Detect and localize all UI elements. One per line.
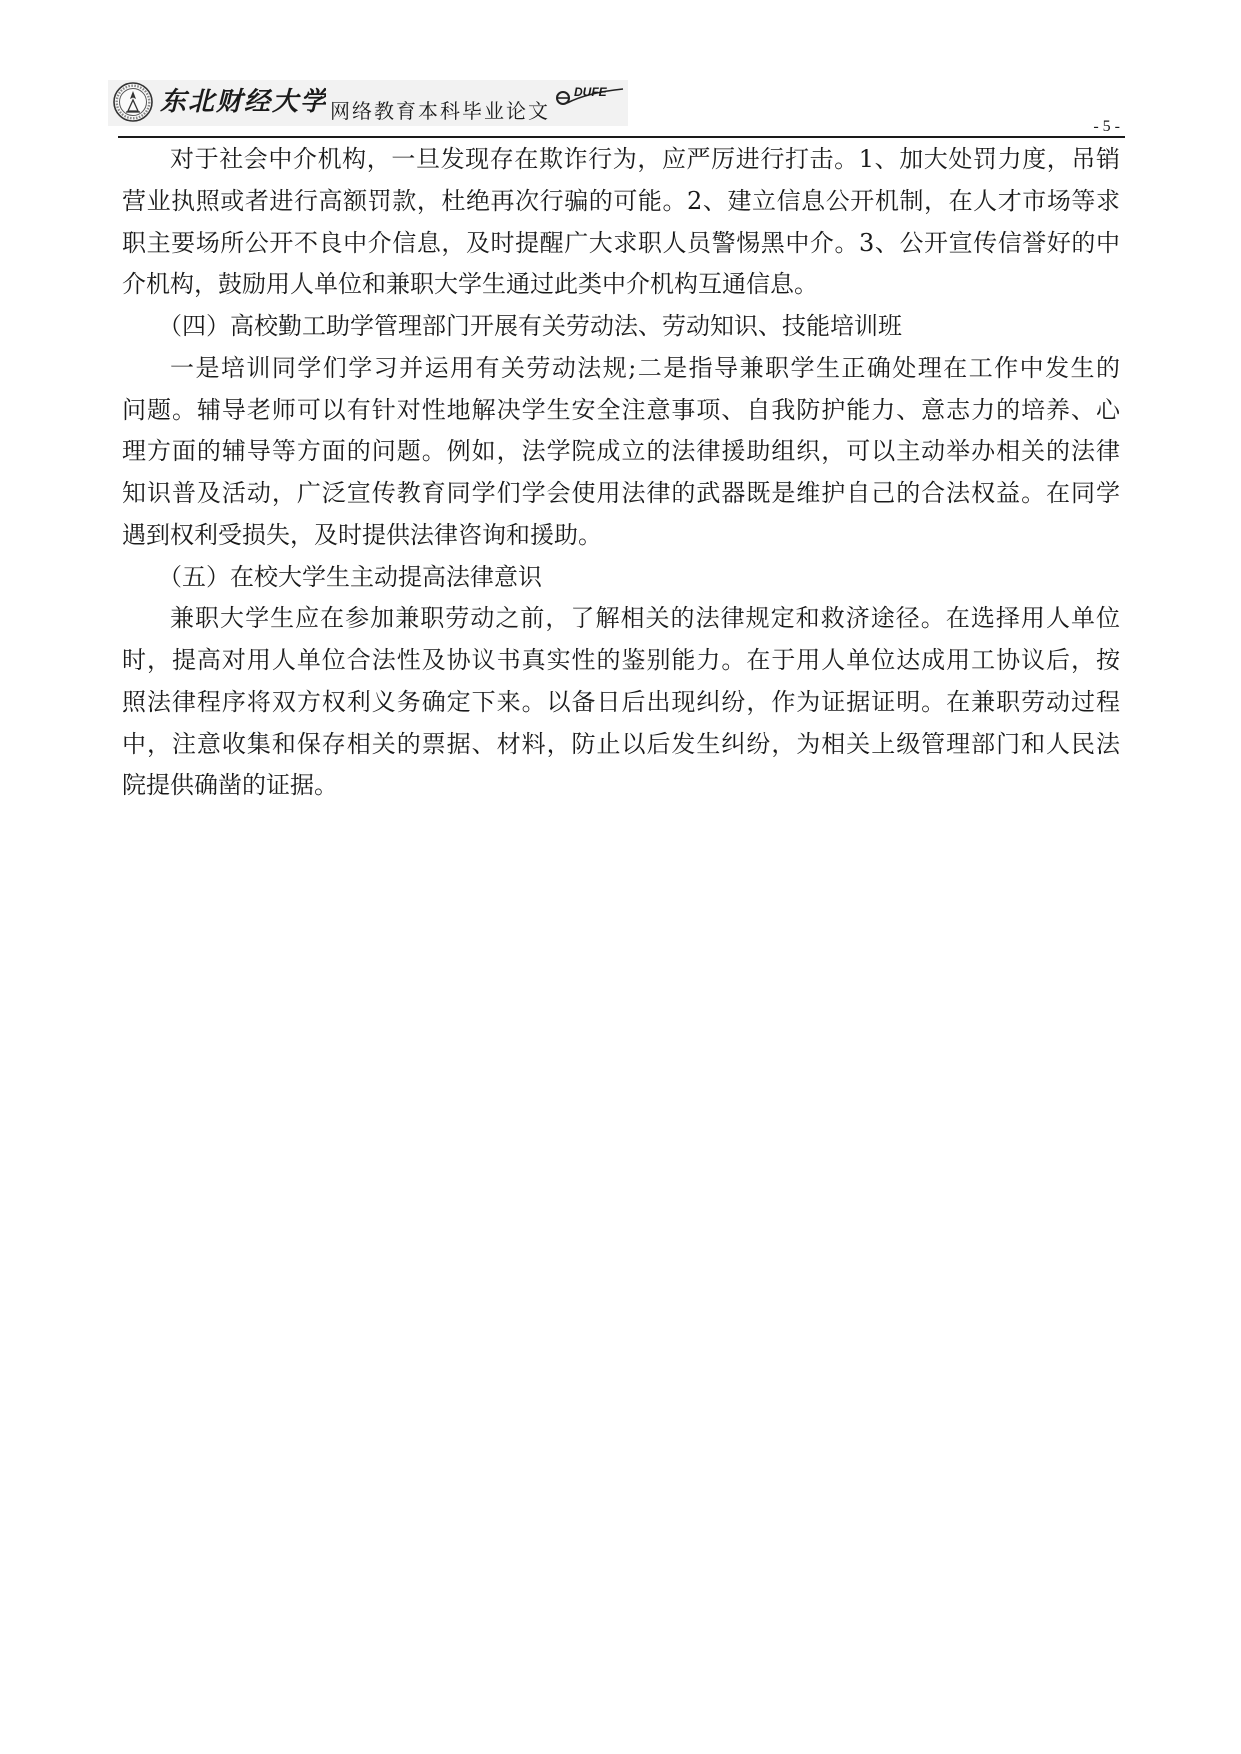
body-text-line: 介机构，鼓励用人单位和兼职大学生通过此类中介机构互通信息。 — [122, 270, 818, 299]
section-heading: （五）在校大学生主动提高法律意识 — [158, 562, 542, 591]
body-text-line: 院提供确凿的证据。 — [122, 771, 338, 800]
page-number: - 5 - — [1093, 118, 1120, 135]
paragraph — [122, 348, 1120, 557]
body-text-line: 一是培训同学们学习并运用有关劳动法规;二是指导兼职学生正确处理在工作中发生的 — [170, 353, 1120, 382]
body-text-line: 知识普及活动，广泛宣传教育同学们学会使用法律的武器既是维护自己的合法权益。在同学 — [122, 479, 1120, 507]
body-text-line: 对于社会中介机构，一旦发现存在欺诈行为，应严厉进行打击。1、加大处罚力度，吊销 — [170, 145, 1120, 173]
body-text-line: 理方面的辅导等方面的问题。例如，法学院成立的法律援助组织，可以主动举办相关的法律 — [122, 437, 1120, 466]
body-text-line: 职主要场所公开不良中介信息，及时提醒广大求职人员警惕黑中介。3、公开宣传信誉好的中 — [122, 228, 1120, 257]
body-text-line: 问题。辅导老师可以有针对性地解决学生安全注意事项、自我防护能力、意志力的培养、心 — [122, 395, 1120, 424]
paragraph — [122, 598, 1120, 807]
document-body — [122, 139, 1120, 807]
university-name: 东北财经大学 — [160, 87, 326, 117]
body-text-line: 时，提高对用人单位合法性及协议书真实性的鉴别能力。在于用人单位达成用工协议后，按 — [122, 646, 1120, 674]
body-text-line: 遇到权利受损失，及时提供法律咨询和援助。 — [122, 520, 602, 549]
body-text-line: 照法律程序将双方权利义务确定下来。以备日后出现纠纷，作为证据证明。在兼职劳动过程 — [122, 687, 1120, 716]
section-heading: （四）高校勤工助学管理部门开展有关劳动法、劳动知识、技能培训班 — [158, 312, 902, 340]
body-text-line: 营业执照或者进行高额罚款，杜绝再次行骗的可能。2、建立信息公开机制，在人才市场等求 — [122, 186, 1120, 215]
thesis-type-title: 网络教育本科毕业论文 — [330, 99, 548, 123]
university-seal-icon — [112, 81, 154, 123]
dufe-logo-mark: DUFE — [574, 85, 607, 99]
body-text-line: 中，注意收集和保存相关的票据、材料，防止以后发生纠纷，为相关上级管理部门和人民法 — [122, 729, 1120, 758]
paragraph — [122, 139, 1120, 306]
header-divider — [118, 136, 1125, 138]
body-text-line: 兼职大学生应在参加兼职劳动之前，了解相关的法律规定和救济途径。在选择用人单位 — [170, 604, 1120, 633]
